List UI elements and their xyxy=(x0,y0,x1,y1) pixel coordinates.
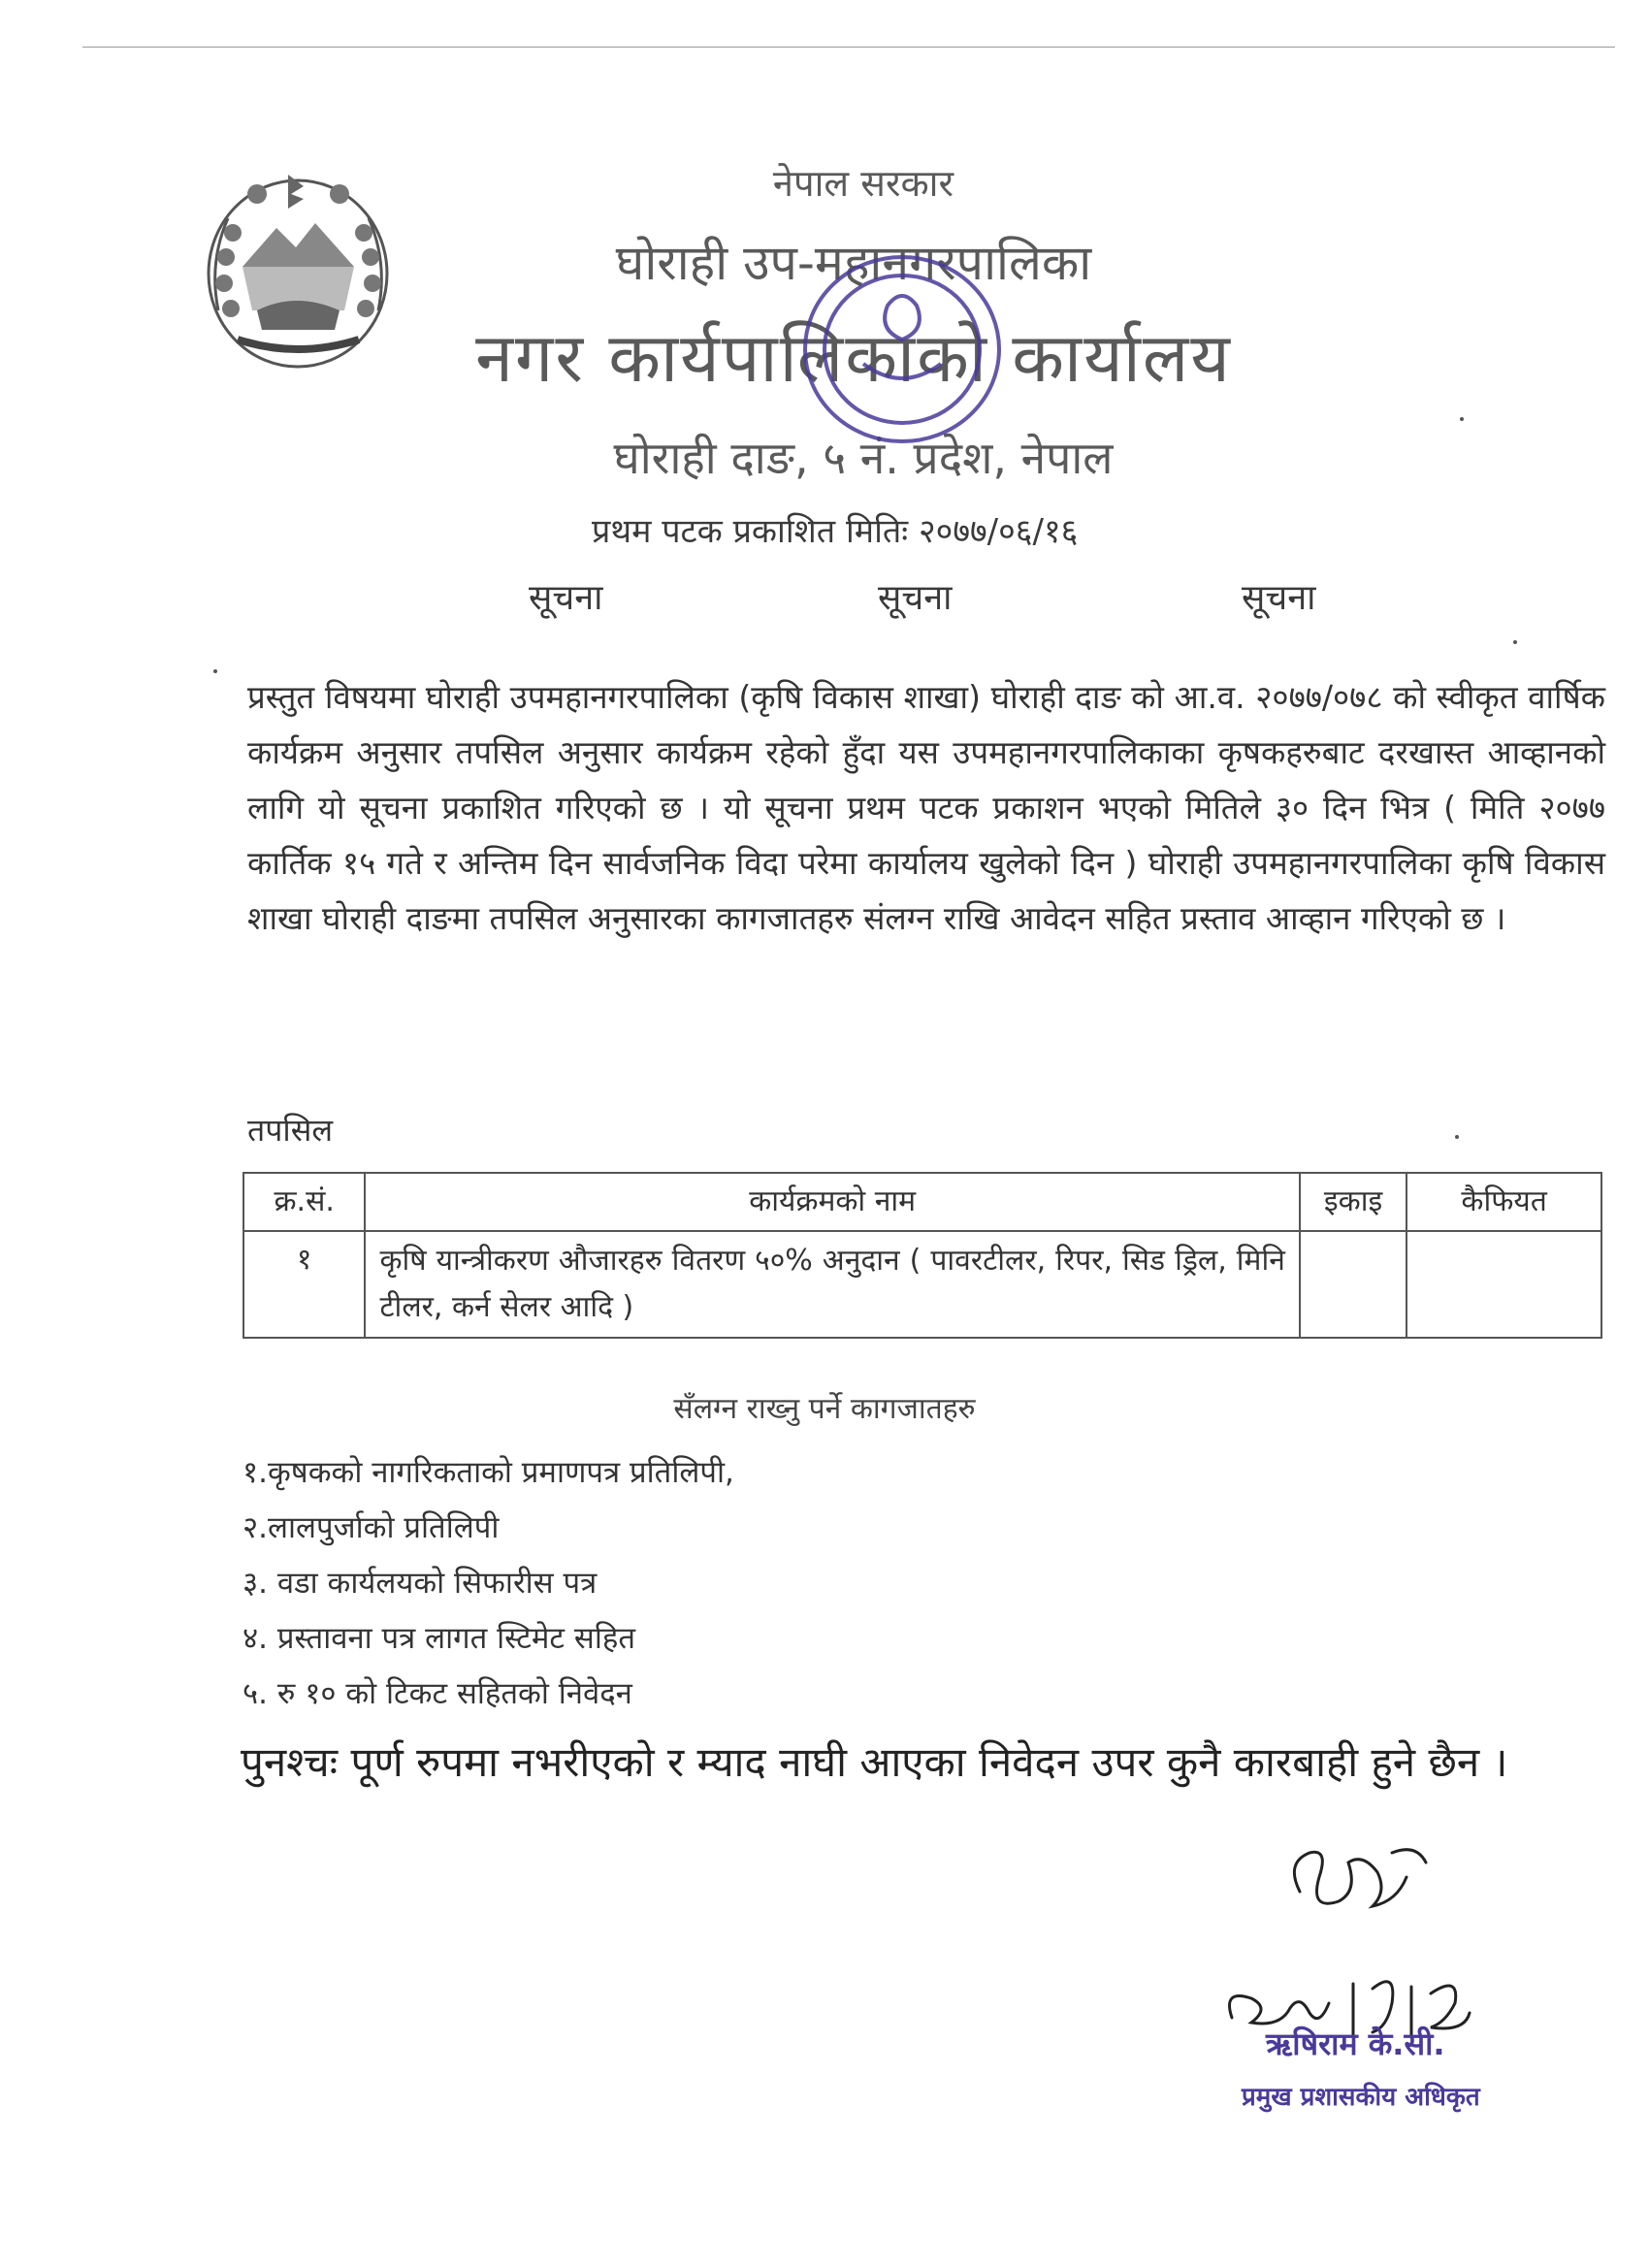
col-header-sn: क्र.सं. xyxy=(243,1173,365,1231)
header-office: नगर कार्यपालिकाको कार्यालय xyxy=(475,318,1232,398)
notice-word: सूचना xyxy=(878,578,953,618)
notice-paragraph: प्रस्तुत विषयमा घोराही उपमहानगरपालिका (कृषि विकास शाखा) घोराही दाङ को आ.व. २०७७/०७८ को स्वीकृत वार्षिक कार्यक्रम अनुसार तपसिल अनुसार कार्यक्रम रहेको हुँदा यस उपमहानगरपालिकाका कृषकहरुबाट दरखास्त आव्हानको लागि यो सूचना प्रकाशित गरिएको छ । यो सूचना प्रथम पटक प्रकाशन भएको मितिले ३० दिन भित्र ( मिति २०७७ कार्तिक १५ गते र अन्तिम दिन सार्वजनिक विदा परेमा कार्यालय खुलेको दिन ) घोराही उपमहानगरपालिका कृषि विकास शाखा घोराही दाङमा तपसिल अनुसारका कागजातहरु संलग्न राखि आवेदन सहित प्रस्ताव आव्हान गरिएको छ । xyxy=(247,678,1605,937)
col-header-name: कार्यक्रमको नाम xyxy=(365,1173,1299,1231)
list-item: ३. वडा कार्यलयको सिफारीस पत्र xyxy=(242,1566,598,1601)
scan-speck xyxy=(1460,417,1464,421)
scan-edge-line xyxy=(82,47,1615,48)
header-address: घोराही दाङ, ५ नं. प्रदेश, नेपाल xyxy=(613,432,1114,484)
notice-word: सूचना xyxy=(1242,578,1316,618)
cell-unit xyxy=(1300,1231,1406,1338)
cell-program-name: कृषि यान्त्रीकरण औजारहरु वितरण ५०% अनुदान ( पावरटीलर, रिपर, सिड ड्रिल, मिनि टीलर, कर्न सेलर आदि ) xyxy=(365,1231,1299,1338)
scan-speck xyxy=(1513,640,1517,644)
attachments-list xyxy=(242,1445,734,1722)
col-header-remarks: कैफियत xyxy=(1406,1173,1601,1231)
list-item: ४. प्रस्तावना पत्र लागत स्टिमेट सहित xyxy=(242,1621,635,1656)
signatory-name: ऋषिराम के.सी. xyxy=(1266,2025,1445,2062)
signatory-title: प्रमुख प्रशासकीय अधिकृत xyxy=(1242,2083,1480,2112)
table-row xyxy=(243,1231,1601,1338)
header-government: नेपाल सरकार xyxy=(772,162,954,205)
office-stamp-icon xyxy=(795,247,1009,451)
col-header-unit: इकाइ xyxy=(1300,1173,1406,1231)
table-header-row xyxy=(243,1173,1601,1231)
header-municipality: घोराही उप-महानगरपालिका xyxy=(615,235,1092,291)
list-item: ५. रु १० को टिकट सहितको निवेदन xyxy=(242,1676,632,1711)
attachments-title: सँलग्न राख्नु पर्ने कागजातहरु xyxy=(673,1392,976,1426)
scan-speck xyxy=(1455,1135,1459,1139)
cell-sn: १ xyxy=(243,1231,365,1338)
postscript: पुनश्चः पूर्ण रुपमा नभरीएको र म्याद नाघी आएका निवेदन उपर कुनै कारबाही हुने छैन । xyxy=(241,1738,1508,1786)
publish-date: प्रथम पटक प्रकाशित मितिः २०७७/०६/१६ xyxy=(592,512,1079,551)
program-table xyxy=(242,1172,1602,1339)
cell-remarks xyxy=(1406,1231,1601,1338)
list-item: २.लालपुर्जाको प्रतिलिपी xyxy=(242,1510,500,1545)
list-item: १.कृषकको नागरिकताको प्रमाणपत्र प्रतिलिपी, xyxy=(242,1455,734,1490)
tapasil-label: तपसिल xyxy=(247,1112,334,1149)
scan-speck xyxy=(213,669,217,673)
notice-word: सूचना xyxy=(529,578,603,618)
